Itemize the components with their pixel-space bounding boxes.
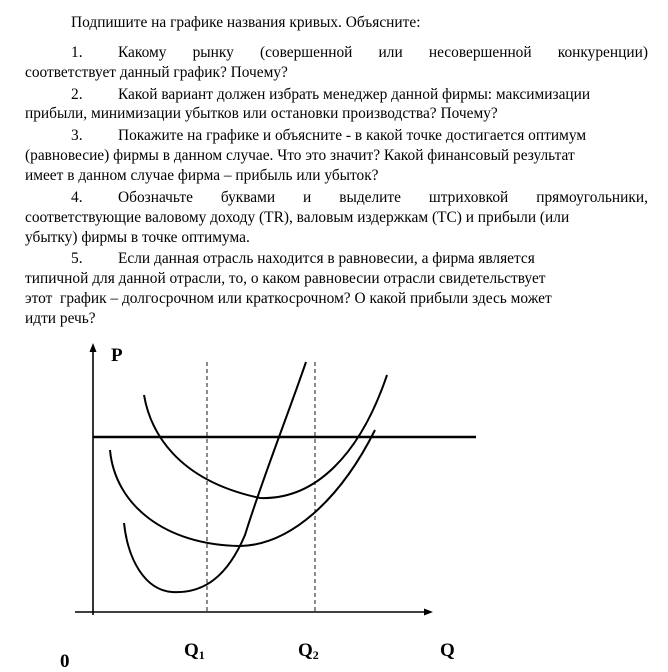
question-5-line-4: идти речь?: [25, 310, 96, 327]
question-5-line-2: типичной для данной отрасли, то, о каком равновесии отрасли свидетельствует: [25, 270, 546, 287]
mc-curve: [124, 362, 306, 592]
question-2-line-2: прибыли, минимизации убытков или остановки производства? Почему?: [25, 105, 498, 122]
question-3-first-line: Покажите на графике и объясните - в какой точке достигается оптимум: [118, 127, 587, 144]
question-1-first-line: Какому рынку (совершенной или несовершенной конкуренции): [118, 44, 648, 61]
question-5-first-line: Если данная отрасль находится в равновесии, а фирма является: [118, 250, 535, 267]
question-3-line-3: имеет в данном случае фирма – прибыль или убыток?: [25, 167, 379, 184]
y-axis-arrow: [90, 343, 97, 352]
origin-label: 0: [60, 651, 70, 672]
question-2-number: 2.: [71, 86, 83, 103]
question-4-first-line: Обозначьте буквами и выделите штриховкой прямоугольники,: [118, 189, 648, 206]
question-2-first-line: Какой вариант должен избрать менеджер данной фирмы: максимизации: [118, 86, 591, 103]
cost-curves-graph: [0, 330, 668, 672]
question-3-number: 3.: [71, 127, 83, 144]
intro-text: Подпишите на графике названия кривых. Объясните:: [71, 14, 421, 31]
question-1-line-2: соответствует данный график? Почему?: [25, 64, 288, 81]
question-4-line-2: соответствующие валовому доходу (TR), валовым издержкам (TC) и прибыли (или: [25, 209, 570, 226]
question-4-line-3: убытку) фирмы в точке оптимума.: [25, 229, 250, 246]
question-5-number: 5.: [71, 250, 83, 267]
y-axis-label: P: [111, 345, 123, 366]
question-3-line-2: (равновесие) фирмы в данном случае. Что это значит? Какой финансовый результат: [25, 147, 575, 164]
x-axis-label: Q: [440, 640, 455, 661]
x-axis-arrow: [424, 609, 433, 616]
question-5-line-3: этот график – долгосрочном или краткосрочном? О какой прибыли здесь может: [25, 290, 552, 307]
q1-label: Q1: [184, 640, 205, 662]
q2-label: Q2: [298, 640, 319, 662]
question-1-number: 1.: [71, 44, 83, 61]
question-4-number: 4.: [71, 189, 83, 206]
avc-curve: [110, 430, 375, 546]
